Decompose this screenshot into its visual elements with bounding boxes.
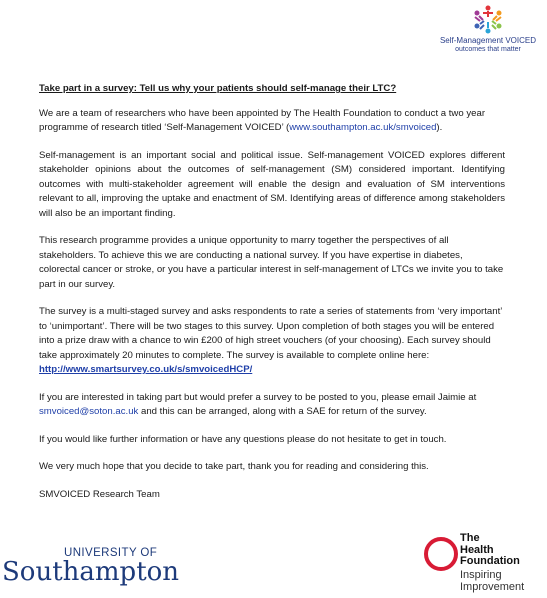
paragraph-contact: If you would like further information or have any questions please do not hesitate to get in touch. xyxy=(39,433,447,445)
thf-logo-title xyxy=(460,533,520,568)
postal-end: and this can be arranged, along with a SAE for return of the survey. xyxy=(138,406,427,417)
thf-line-3: Foundation xyxy=(460,555,520,567)
logo-name: Self-Management VOICED xyxy=(439,36,537,45)
university-of-southampton-logo xyxy=(2,547,182,586)
signature: SMVOICED Research Team xyxy=(39,488,160,500)
people-circle-icon xyxy=(468,4,508,34)
thf-line-1: The xyxy=(460,532,480,544)
soton-logo-main: Southampton xyxy=(2,557,180,587)
ring-icon xyxy=(424,537,458,571)
health-foundation-logo xyxy=(424,533,544,597)
self-management-voiced-logo xyxy=(432,4,544,64)
paragraph-survey xyxy=(39,305,505,378)
email-link[interactable]: smvoiced@soton.ac.uk xyxy=(39,406,139,417)
thf-sub-1: Inspiring xyxy=(460,569,502,581)
letter-body xyxy=(39,82,505,502)
thf-line-2: Health xyxy=(460,543,494,556)
website-link[interactable]: www.southampton.ac.uk/smvoiced xyxy=(289,122,437,133)
thf-logo-subtitle xyxy=(460,569,524,593)
paragraph-self-management: Self-management is an important social and political issue. Self-management VOICED explores different stakeholder opinions about the outcomes of self-management (SM) considered important. Identifying outcomes with multi-stakeholder agreement will enable the design and evaluation of SM interventions relevant to all, improving the uptake and enactment of SM. Identifying areas of difference among stakeholders will also be an important finding. xyxy=(39,149,505,219)
survey-link[interactable]: http://www.smartsurvey.co.uk/s/smvoicedHCP/ xyxy=(39,364,253,375)
paragraph-postal xyxy=(39,391,505,420)
logo-tagline: outcomes that matter xyxy=(455,46,521,53)
thf-sub-2: Improvement xyxy=(460,581,525,593)
intro-text: We are a team of researchers who have been appointed by The Health Foundation to conduct a two year programme of research titled ‘Self-Management VOICED’ ( xyxy=(39,107,486,133)
letter-heading: Take part in a survey: Tell us why your patients should self-manage their LTC? xyxy=(39,83,397,94)
postal-text: If you are interested in taking part but would prefer a survey to be posted to you, please email Jaimie at xyxy=(39,391,477,403)
soton-logo-top: UNIVERSITY OF xyxy=(64,547,158,559)
paragraph-programme: This research programme provides a unique opportunity to marry together the perspectives of all stakeholders. To achieve this we are conducting a national survey. If you have expertise in diabetes, colorectal cancer or stroke, or you have a particular interest in self-management of LTCs we invite you to take part in our survey. xyxy=(39,235,504,290)
intro-end: ). xyxy=(436,122,443,133)
paragraph-intro xyxy=(39,107,505,136)
paragraph-thanks: We very much hope that you decide to take part, thank you for reading and considering this. xyxy=(39,461,429,472)
survey-text: The survey is a multi-staged survey and asks respondents to rate a series of statements from ‘very important’ to ‘unimportant’. There will be two stages to this survey. Upon completion of both stages you will be entered into a prize draw with a chance to win £200 of high street vouchers (of your choosing). Each survey should take approximately 20 minutes to complete. The survey is available to complete online here: xyxy=(39,306,503,361)
